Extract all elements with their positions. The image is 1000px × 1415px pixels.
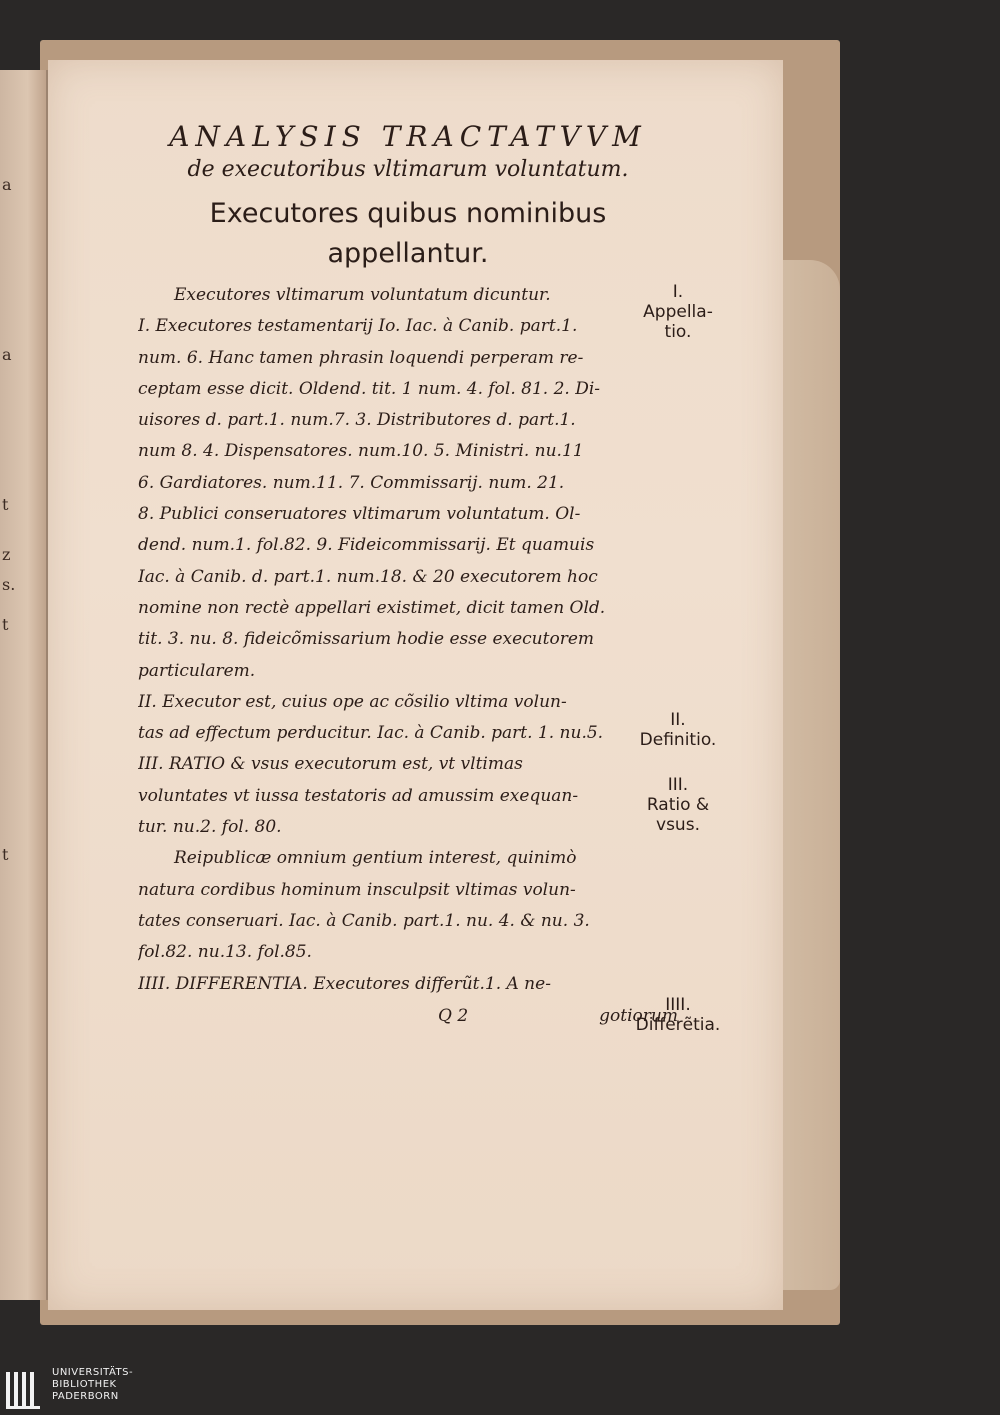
- text-line: nomine non rectè appellari existimet, dicit tamen Old.: [138, 597, 606, 618]
- page-text: [138, 120, 678, 1026]
- page-footer-line: [138, 1006, 678, 1026]
- text-line: fol.82. nu.13. fol.85.: [138, 942, 312, 963]
- margin-note-number: III.: [667, 775, 689, 795]
- margin-note-label: Definitio.: [639, 730, 717, 750]
- text-line: particularem.: [138, 660, 256, 681]
- catchword: gotiorum: [599, 1005, 678, 1026]
- signature-mark: Q 2: [438, 1005, 469, 1026]
- logo-line: PADERBORN: [52, 1391, 119, 1402]
- page-subtitle: de executoribus vltimarum voluntatum.: [187, 157, 629, 182]
- margin-note-ratio: [618, 775, 738, 835]
- heading-line: Executores quibus nominibus: [209, 198, 607, 229]
- text-line: 6. Gardiatores. num.11. 7. Commissarij. num. 21.: [138, 472, 565, 493]
- book-page: [48, 60, 783, 1310]
- text-line: natura cordibus hominum insculpsit vltimas volun-: [138, 879, 576, 900]
- left-page-glyph: z: [2, 545, 11, 564]
- text-line: tas ad effectum perducitur. Iac. à Canib. part. 1. nu.5.: [138, 723, 604, 744]
- section-heading: [138, 194, 678, 274]
- margin-note-differentia: [618, 995, 738, 1035]
- text-line: tates conseruari. Iac. à Canib. part.1. nu. 4. & nu. 3.: [138, 910, 590, 931]
- text-line: II. Executor est, cuius ope ac cõsilio vltima volun-: [138, 691, 567, 712]
- text-line: Executores vltimarum voluntatum dicuntur.: [174, 285, 551, 305]
- text-line: uisores d. part.1. num.7. 3. Distributores d. part.1.: [138, 410, 576, 431]
- text-line: Reipublicæ omnium gentium interest, quinimò: [174, 848, 577, 869]
- logo-line: BIBLIOTHEK: [52, 1379, 117, 1390]
- text-line: I. Executores testamentarij Io. Iac. à Canib. part.1.: [138, 316, 578, 337]
- margin-note-number: IIII.: [665, 995, 691, 1015]
- library-footer: [0, 1365, 1000, 1415]
- text-line: IIII. DIFFERENTIA. Executores differũt.1. A ne-: [138, 973, 551, 994]
- text-line: num. 6. Hanc tamen phrasin loquendi perperam re-: [138, 347, 584, 368]
- margin-note-label: Appella- tio.: [643, 302, 713, 342]
- text-line: ceptam esse dicit. Oldend. tit. 1 num. 4. fol. 81. 2. Di-: [138, 378, 601, 399]
- left-page-glyph: t: [2, 845, 9, 864]
- logo-line: UNIVERSITÄTS-: [52, 1367, 134, 1378]
- left-page-glyph: a: [2, 345, 12, 364]
- page-title: ANALYSIS TRACTATVVM: [169, 120, 647, 153]
- text-line: III. RATIO & vsus executorum est, vt vltimas: [138, 754, 523, 775]
- left-page-glyph: t: [2, 495, 9, 514]
- left-page-glyph: a: [2, 175, 12, 194]
- library-logo-icon: [4, 1368, 42, 1410]
- left-page-glyph: s.: [2, 575, 16, 594]
- heading-line: appellantur.: [327, 238, 489, 269]
- margin-note-label: Ratio & vsus.: [646, 795, 710, 835]
- text-line: dend. num.1. fol.82. 9. Fideicommissarij. Et quamuis: [138, 535, 595, 556]
- text-line: voluntates vt iussa testatoris ad amussim exequan-: [138, 785, 579, 806]
- left-page-fragment: [0, 70, 48, 1300]
- margin-note-appellatio: [618, 282, 738, 342]
- margin-note-label: Differẽtia.: [635, 1015, 721, 1035]
- library-logo-text: [52, 1367, 133, 1403]
- text-line: tur. nu.2. fol. 80.: [138, 817, 282, 838]
- text-line: tit. 3. nu. 8. fideicõmissarium hodie esse executorem: [138, 629, 595, 650]
- left-page-glyph: t: [2, 615, 9, 634]
- margin-note-number: II.: [670, 710, 686, 730]
- body-text: [138, 280, 678, 1000]
- text-line: 8. Publici conseruatores vltimarum voluntatum. Ol-: [138, 504, 581, 525]
- margin-note-number: I.: [672, 282, 684, 302]
- text-line: num 8. 4. Dispensatores. num.10. 5. Ministri. nu.11: [138, 441, 584, 462]
- text-line: Iac. à Canib. d. part.1. num.18. & 20 executorem hoc: [138, 566, 598, 587]
- margin-note-definitio: [618, 710, 738, 750]
